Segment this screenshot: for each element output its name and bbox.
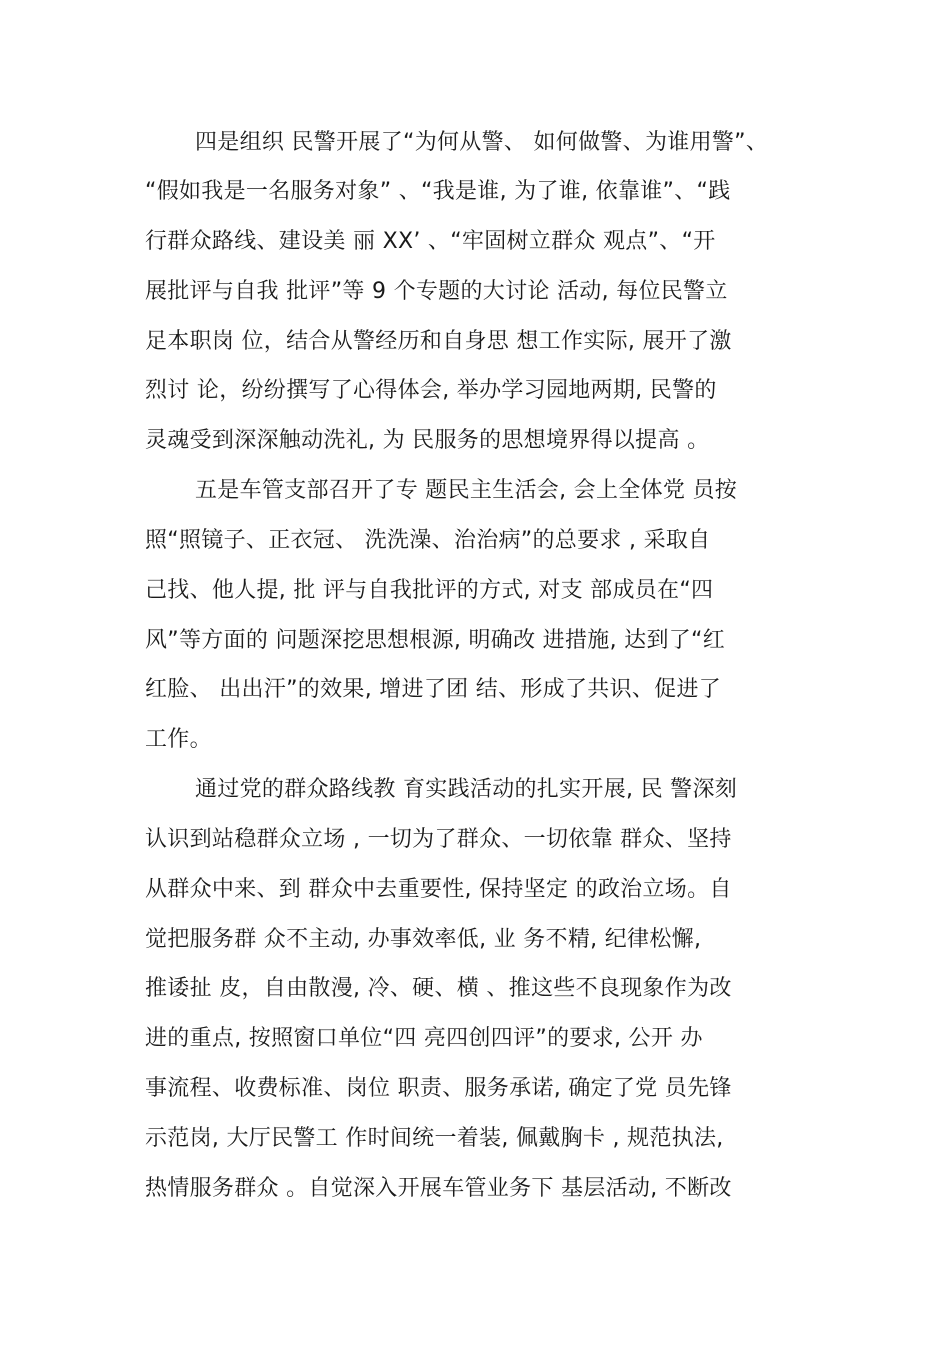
paragraph-1-line-1: 四是组织 民警开展了“为何从警、 如何做警、为谁用警”、 bbox=[195, 130, 769, 155]
paragraph-2-line-6: 工作。 bbox=[145, 727, 212, 752]
paragraph-3-line-4: 觉把服务群 众不主动, 办事效率低, 业 务不精, 纪律松懈, bbox=[145, 927, 702, 952]
paragraph-3-line-8: 示范岗, 大厅民警工 作时间统一着装, 佩戴胸卡 , 规范执法, bbox=[145, 1126, 724, 1151]
paragraph-1-line-6: 烈讨 论，纷纷撰写了心得体会, 举办学习园地两期, 民警的 bbox=[145, 378, 717, 403]
paragraph-2-line-2: 照“照镜子、正衣冠、 洗洗澡、治治病”的总要求 , 采取自 bbox=[145, 528, 711, 553]
paragraph-2-line-5: 红脸、 出出汗”的效果, 增进了团 结、形成了共识、促进了 bbox=[145, 677, 722, 702]
paragraph-3-line-2: 认识到站稳群众立场 , 一切为了群众、一切依靠 群众、坚持 bbox=[145, 827, 732, 852]
paragraph-3-line-9: 热情服务群众 。自觉深入开展车管业务下 基层活动, 不断改 bbox=[145, 1176, 732, 1201]
paragraph-3-line-3: 从群众中来、到 群众中去重要性, 保持坚定 的政治立场。自 bbox=[145, 877, 732, 902]
paragraph-2-line-3: 己找、他人提, 批 评与自我批评的方式, 对支 部成员在“四 bbox=[145, 578, 714, 603]
paragraph-3-line-6: 进的重点, 按照窗口单位“四 亮四创四评”的要求, 公开 办 bbox=[145, 1026, 703, 1051]
paragraph-1-line-5: 足本职岗 位，结合从警经历和自身思 想工作实际, 展开了激 bbox=[145, 329, 732, 354]
paragraph-1-line-3: 行群众路线、建设美 丽 XX’ 、“牢固树立群众 观点”、“开 bbox=[145, 229, 716, 254]
paragraph-3-line-5: 推诿扯 皮，自由散漫, 冷、硬、横 、推这些不良现象作为改 bbox=[145, 976, 732, 1001]
paragraph-2-line-1: 五是车管支部召开了专 题民主生活会, 会上全体党 员按 bbox=[195, 478, 738, 503]
paragraph-2-line-4: 风”等方面的 问题深挖思想根源, 明确改 进措施, 达到了“红 bbox=[145, 628, 726, 653]
paragraph-1-line-4: 展批评与自我 批评”等 9 个专题的大讨论 活动, 每位民警立 bbox=[145, 279, 728, 304]
paragraph-1-line-2: “假如我是一名服务对象” 、“我是谁, 为了谁, 依靠谁”、“践 bbox=[145, 179, 731, 204]
paragraph-1-line-7: 灵魂受到深深触动洗礼, 为 民服务的思想境界得以提高 。 bbox=[145, 428, 710, 453]
paragraph-3-line-1: 通过党的群众路线教 育实践活动的扎实开展, 民 警深刻 bbox=[195, 777, 738, 802]
paragraph-3-line-7: 事流程、收费标准、岗位 职责、服务承诺, 确定了党 员先锋 bbox=[145, 1076, 732, 1101]
